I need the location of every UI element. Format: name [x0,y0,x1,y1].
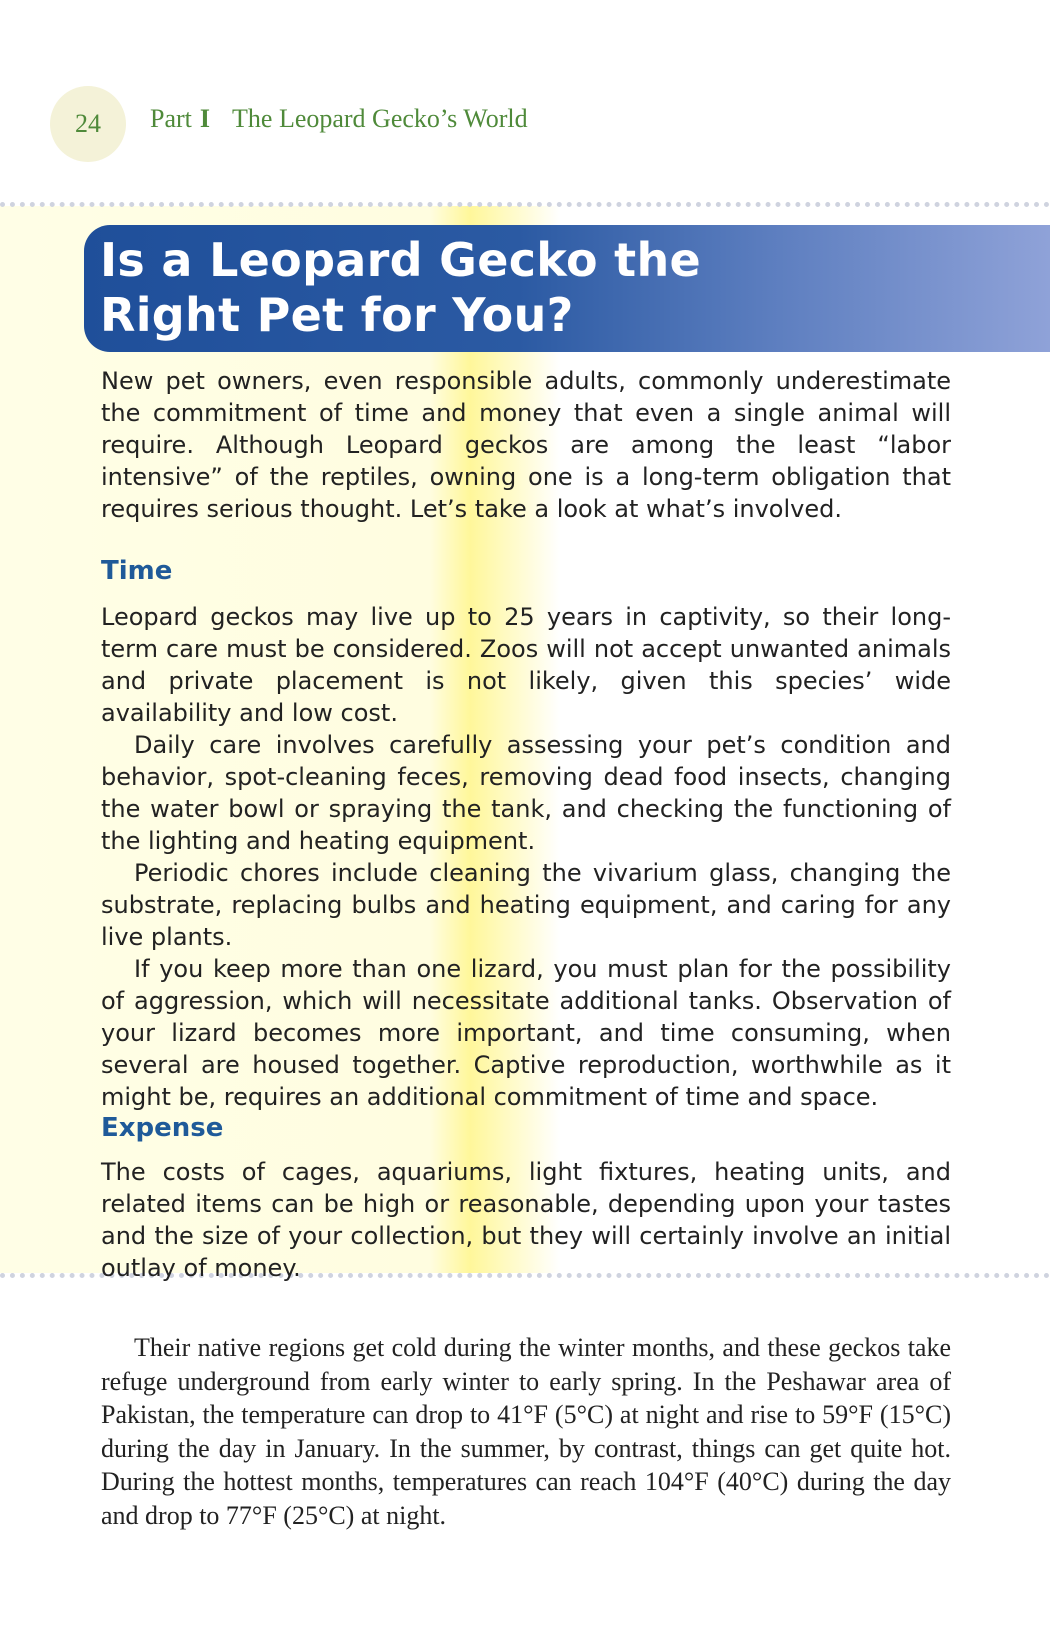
page-number: 24 [75,109,101,138]
part-number: I [199,104,211,133]
section-heading-expense: Expense [101,1113,224,1143]
sidebar-title: Is a Leopard Gecko the Right Pet for You? [100,233,702,342]
page-number-badge [50,86,126,162]
body-paragraph: Their native regions get cold during the winter months, and these geckos take refuge underground from early winter to early spring. In the Peshawar area of Pakistan, the temperature can drop to 41°F (5°C) at night and rise to 59°F (15°C) during the day in January. In the summer, by contrast, things can get quite hot. During the hottest months, temperatures can reach 104°F (40°C) during the day and drop to 77°F (25°C) at night. [101,1333,951,1530]
running-head [150,104,528,134]
section-expense-body [101,1156,951,1284]
sidebar-top-rule [0,202,1050,207]
time-paragraph: Daily care involves carefully assessing your pet’s condition and behavior, spot-cleaning feces, removing dead food insects, changing the water bowl or spraying the tank, and checking the functioning of the lighting and heating equipment. [101,731,951,855]
expense-paragraph: The costs of cages, aquariums, light fixtures, heating units, and related items can be high or reasonable, depending upon your tastes and the size of your collection, but they will certainly involve an initial outlay of money. [101,1158,951,1282]
sidebar-title-banner [84,225,1050,352]
section-heading-time: Time [101,556,173,586]
section-time-body [101,601,951,1113]
part-label: Part [150,104,192,133]
part-title: The Leopard Gecko’s World [232,104,528,133]
time-paragraph: If you keep more than one lizard, you must plan for the possibility of aggression, which will necessitate additional tanks. Observation of your lizard becomes more important, and time consuming, when several are housed together. Captive reproduction, worthwhile as it might be, requires an additional commitment of time and space. [101,955,951,1111]
time-paragraph: Leopard geckos may live up to 25 years in captivity, so their long-term care must be considered. Zoos will not accept unwanted animals and private placement is not likely, given this species’ wide availability and low cost. [101,603,951,727]
sidebar-intro [101,365,951,525]
intro-paragraph: New pet owners, even responsible adults, commonly underestimate the commitment of time and money that even a single animal will require. Although Leopard geckos are among the least “labor intensive” of the reptiles, owning one is a long-term obligation that requires serious thought. Let’s take a look at what’s involved. [101,367,951,523]
time-paragraph: Periodic chores include cleaning the vivarium glass, changing the substrate, replacing bulbs and heating equipment, and caring for any live plants. [101,859,951,951]
